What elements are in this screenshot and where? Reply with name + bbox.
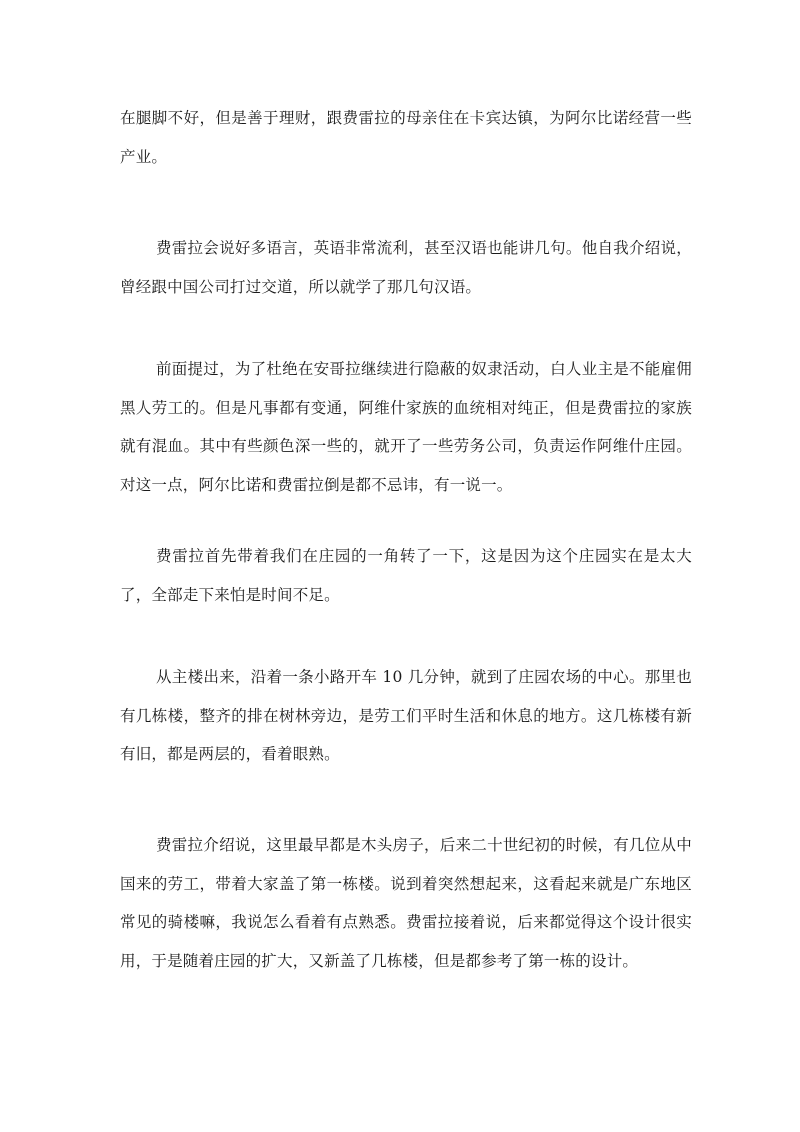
paragraph: 费雷拉首先带着我们在庄园的一角转了一下，这是因为这个庄园实在是太大了，全部走下来怕是时间不足。	[120, 547, 692, 604]
paragraph-continuation: 在腿脚不好，但是善于理财，跟费雷拉的母亲住在卡宾达镇，为阿尔比诺经营一些产业。	[120, 109, 692, 166]
paragraph: 费雷拉会说好多语言，英语非常流利，甚至汉语也能讲几句。他自我介绍说，曾经跟中国公司打过交道，所以就学了那几句汉语。	[120, 239, 692, 296]
paragraph: 费雷拉介绍说，这里最早都是木头房子，后来二十世纪初的时候，有几位从中国来的劳工，带着大家盖了第一栋楼。说到着突然想起来，这看起来就是广东地区常见的骑楼嘛，我说怎么看着有点熟悉。费雷拉接着说，后来都觉得这个设计很实用，于是随着庄园的扩大，又新盖了几栋楼，但是都参考了第一栋的设计。	[120, 836, 692, 970]
paragraph: 前面提过，为了杜绝在安哥拉继续进行隐蔽的奴隶活动，白人业主是不能雇佣黑人劳工的。但是凡事都有变通，阿维什家族的血统相对纯正，但是费雷拉的家族就有混血。其中有些颜色深一些的，就开了一些劳务公司，负责运作阿维什庄园。对这一点，阿尔比诺和费雷拉倒是都不忌讳，有一说一。	[120, 360, 692, 494]
paragraph: 从主楼出来，沿着一条小路开车 10 几分钟，就到了庄园农场的中心。那里也有几栋楼，整齐的排在树林旁边，是劳工们平时生活和休息的地方。这几栋楼有新有旧，都是两层的，看着眼熟。	[120, 668, 692, 763]
